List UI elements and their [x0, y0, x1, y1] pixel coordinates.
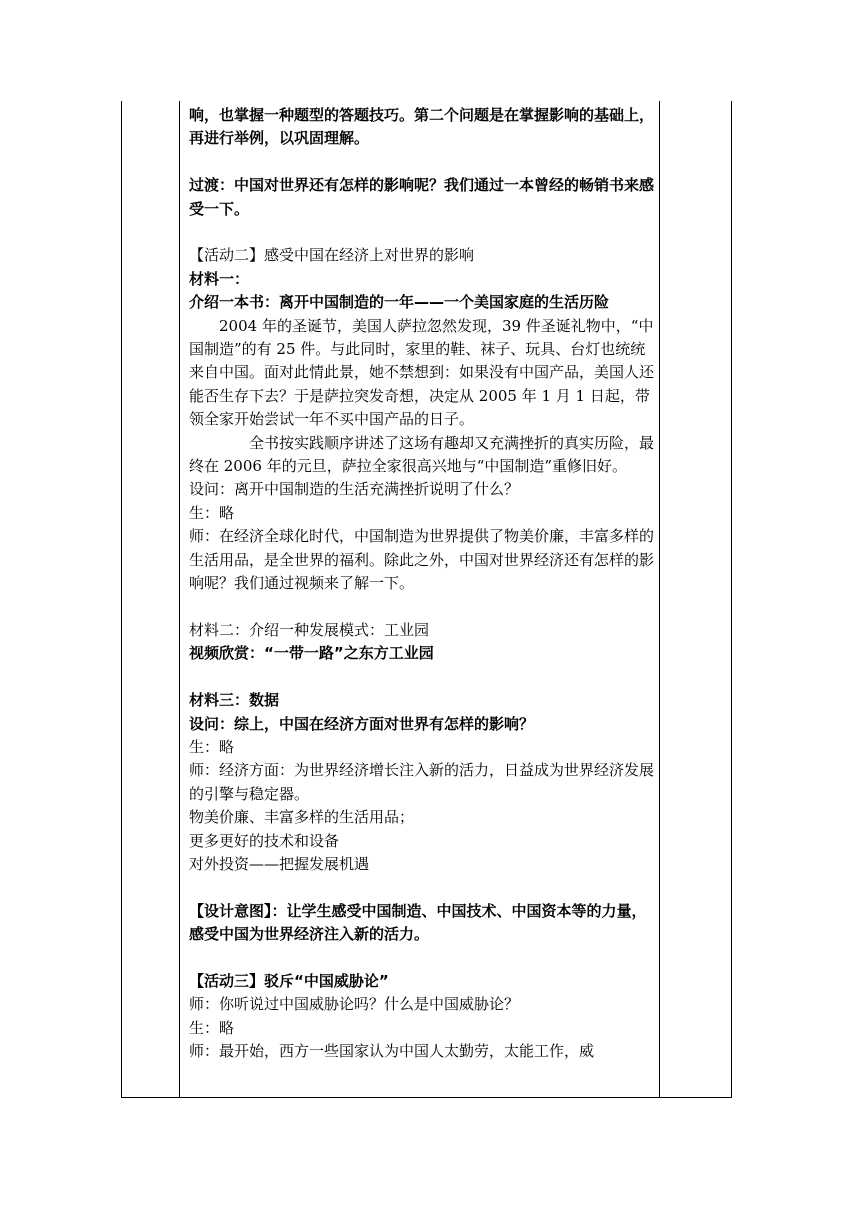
list-item: 对外投资——把握发展机遇 — [189, 854, 370, 873]
material-label: 材料一： — [189, 269, 250, 288]
student-line: 生：略 — [189, 1018, 235, 1037]
question-line: 设问：综上，中国在经济方面对世界有怎样的影响？ — [189, 714, 535, 733]
material-label: 材料二：介绍一种发展模式：工业园 — [189, 620, 430, 639]
design-intent: 【设计意图】：让学生感受中国制造、中国技术、中国资本等的力量，感受中国为世界经济注入新的活力。 — [189, 901, 647, 944]
material-label: 材料三：数据 — [189, 691, 280, 710]
column-divider-2 — [659, 101, 660, 1098]
table-border-left — [121, 101, 122, 1098]
lesson-content-cell — [189, 104, 655, 1064]
activity-heading: 【活动三】驳斥“中国威胁论” — [189, 971, 389, 990]
question-line: 设问：离开中国制造的生活充满挫折说明了什么？ — [189, 480, 520, 499]
table-border-right — [731, 101, 732, 1098]
teacher-line: 师：在经济全球化时代，中国制造为世界提供了物美价廉，丰富多样的生活用品，是全世界的福利。除此之外，中国对世界经济还有怎样的影响呢？我们通过视频来了解一下。 — [189, 527, 655, 593]
video-line: 视频欣赏：“一带一路”之东方工业园 — [189, 644, 434, 663]
student-line: 生：略 — [189, 737, 235, 756]
activity-heading: 【活动二】感受中国在经济上对世界的影响 — [189, 246, 475, 265]
book-intro: 介绍一本书：离开中国制造的一年——一个美国家庭的生活历险 — [189, 293, 610, 312]
student-line: 生：略 — [189, 503, 235, 522]
teacher-line: 师：经济方面：为世界经济增长注入新的活力，日益成为世界经济发展的引擎与稳定器。 — [189, 761, 655, 803]
column-divider-1 — [179, 101, 180, 1098]
list-item: 物美价廉、丰富多样的生活用品； — [189, 808, 415, 827]
text-line: 响，也掌握一种题型的答题技巧。第二个问题是在掌握影响的基础上，再进行举例，以巩固理解。 — [189, 106, 655, 148]
paragraph: 2004 年的圣诞节，美国人萨拉忽然发现，39 件圣诞礼物中，“中国制造”的有 25 件。与此同时，家里的鞋、袜子、玩具、台灯也统统来自中国。面对此情此景，她不禁想到：如果没有中国产品，美国人还能否生存下去？于是萨拉突发奇想，决定从 2005 年 1 月 1 日起，带领全家开始尝试一年不买中国产品的日子。 — [189, 316, 655, 429]
list-item: 更多更好的技术和设备 — [189, 831, 340, 850]
table-border-bottom — [121, 1097, 732, 1098]
teacher-line: 师：你听说过中国威胁论吗？什么是中国威胁论？ — [189, 995, 520, 1014]
paragraph: 全书按实践顺序讲述了这场有趣却又充满挫折的真实历险，最终在 2006 年的元旦，萨拉全家很高兴地与“中国制造”重修旧好。 — [189, 433, 655, 476]
teacher-line: 师：最开始，西方一些国家认为中国人太勤劳，太能工作，威 — [189, 1042, 595, 1061]
transition-line: 过渡：中国对世界还有怎样的影响呢？我们通过一本曾经的畅销书来感受一下。 — [189, 176, 655, 218]
